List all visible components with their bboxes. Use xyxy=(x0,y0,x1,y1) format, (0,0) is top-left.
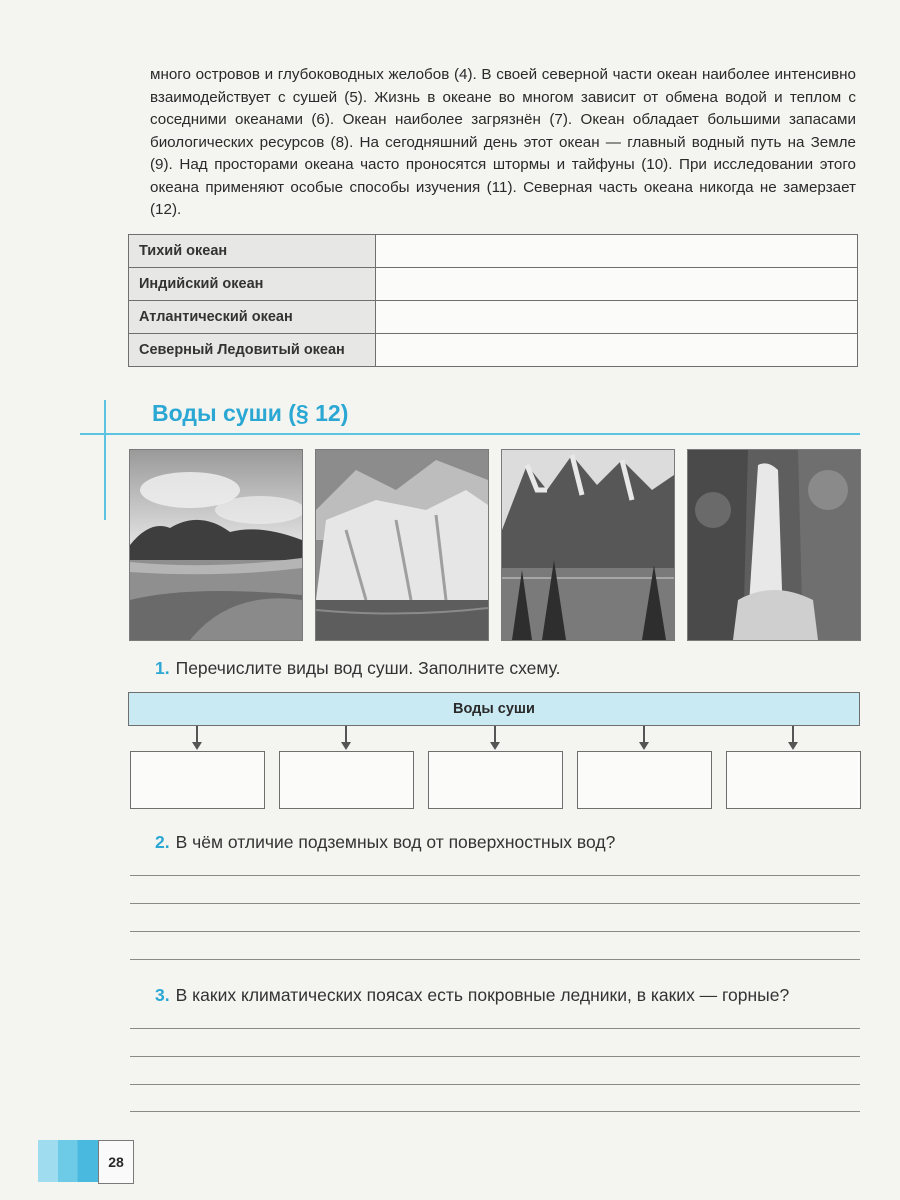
arrow-down-icon xyxy=(792,726,794,744)
scheme-box[interactable] xyxy=(577,751,712,809)
arrow-down-icon xyxy=(643,726,645,744)
scheme-header: Воды суши xyxy=(128,692,860,726)
task-2 xyxy=(155,832,615,853)
scheme-box[interactable] xyxy=(726,751,861,809)
task-number: 1. xyxy=(155,658,170,678)
answer-line[interactable] xyxy=(130,903,860,904)
scheme-box[interactable] xyxy=(130,751,265,809)
table-row xyxy=(129,268,858,301)
answer-line[interactable] xyxy=(130,1084,860,1085)
oceans-table xyxy=(128,234,858,367)
answer-line[interactable] xyxy=(130,875,860,876)
page-number: 28 xyxy=(98,1140,134,1184)
answer-cell[interactable] xyxy=(376,268,858,301)
arrow-down-icon xyxy=(494,726,496,744)
intro-paragraph: много островов и глубоководных желобов (4). В своей северной части океан наиболее интенсивно взаимодействует с сушей (5). Жизнь в океане во многом зависит от обмена водой и теплом с соседними океанами (6). Океан наиболее загрязнён (7). Океан обладает большими запасами биологических ресурсов (8). На сегодняшний день этот океан — главный водный путь на Земле (9). Над просторами океана часто проносятся штормы и тайфуны (10). При исследовании этого океана применяют особые способы изучения (11). Северная часть океана никогда не замерзает (12). xyxy=(150,66,856,218)
task-text: Перечислите виды вод суши. Заполните схему. xyxy=(175,658,561,678)
answer-cell[interactable] xyxy=(376,301,858,334)
table-row xyxy=(129,235,858,268)
task-number: 2. xyxy=(155,832,170,852)
answer-line[interactable] xyxy=(130,1028,860,1029)
ocean-name: Северный Ледовитый океан xyxy=(129,334,376,367)
arrow-down-icon xyxy=(345,726,347,744)
task-3 xyxy=(155,985,789,1006)
photo-mountain-lake xyxy=(501,449,675,641)
task-1 xyxy=(155,658,560,679)
ocean-name: Индийский океан xyxy=(129,268,376,301)
scheme-box[interactable] xyxy=(279,751,414,809)
photo-glacier xyxy=(315,449,489,641)
table-row xyxy=(129,334,858,367)
page-tab-decoration xyxy=(38,1140,98,1182)
photo-waterfall xyxy=(687,449,861,641)
accent-horizontal-line xyxy=(80,433,860,435)
task-text: В чём отличие подземных вод от поверхностных вод? xyxy=(175,832,616,852)
ocean-name: Атлантический океан xyxy=(129,301,376,334)
answer-cell[interactable] xyxy=(376,235,858,268)
answer-cell[interactable] xyxy=(376,334,858,367)
answer-line[interactable] xyxy=(130,959,860,960)
table-row xyxy=(129,301,858,334)
section-title: Воды суши (§ 12) xyxy=(152,400,349,426)
task-text: В каких климатических поясах есть покровные ледники, в каких — горные? xyxy=(175,985,790,1005)
arrow-down-icon xyxy=(196,726,198,744)
answer-line[interactable] xyxy=(130,1056,860,1057)
ocean-name: Тихий океан xyxy=(129,235,376,268)
answer-line[interactable] xyxy=(130,931,860,932)
scheme-box[interactable] xyxy=(428,751,563,809)
answer-line[interactable] xyxy=(130,1111,860,1112)
photo-river-landscape xyxy=(129,449,303,641)
accent-vertical-line xyxy=(104,400,106,520)
task-number: 3. xyxy=(155,985,170,1005)
